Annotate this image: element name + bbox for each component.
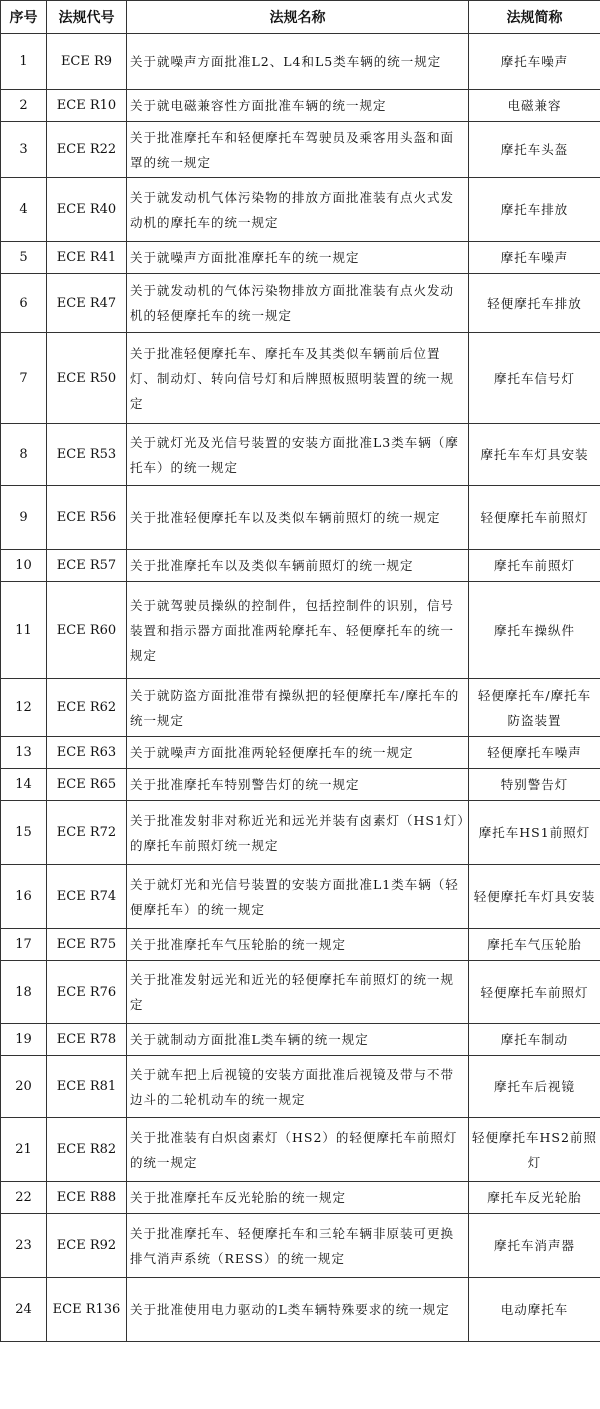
table-header [1,1,600,34]
table-row [1,90,600,122]
cell-abbr: 摩托车前照灯 [469,550,600,582]
cell-abbr: 轻便摩托车HS2前照灯 [469,1118,600,1182]
cell-name: 关于就驾驶员操纵的控制件，包括控制件的识别，信号装置和指示器方面批准两轮摩托车、轻便摩托车的统一规定 [127,582,469,679]
cell-name: 关于批准摩托车以及类似车辆前照灯的统一规定 [127,550,469,582]
cell-code: ECE R56 [47,486,127,550]
cell-abbr: 轻便摩托车排放 [469,274,600,333]
cell-number: 20 [1,1056,47,1118]
cell-name: 关于批准摩托车和轻便摩托车驾驶员及乘客用头盔和面罩的统一规定 [127,122,469,178]
table-row [1,274,600,333]
cell-number: 9 [1,486,47,550]
cell-code: ECE R76 [47,961,127,1024]
cell-abbr: 摩托车制动 [469,1024,600,1056]
table-row [1,1182,600,1214]
cell-name: 关于批准摩托车、轻便摩托车和三轮车辆非原装可更换排气消声系统（RESS）的统一规定 [127,1214,469,1278]
cell-abbr: 轻便摩托车前照灯 [469,961,600,1024]
cell-abbr: 摩托车排放 [469,178,600,242]
cell-abbr: 摩托车信号灯 [469,333,600,424]
table-row [1,582,600,679]
cell-code: ECE R22 [47,122,127,178]
cell-number: 8 [1,424,47,486]
cell-name: 关于批准摩托车特别警告灯的统一规定 [127,769,469,801]
cell-name: 关于就制动方面批准L类车辆的统一规定 [127,1024,469,1056]
cell-number: 16 [1,865,47,929]
cell-name: 关于就防盗方面批准带有操纵把的轻便摩托车/摩托车的统一规定 [127,679,469,737]
cell-number: 10 [1,550,47,582]
cell-number: 7 [1,333,47,424]
cell-name: 关于批准轻便摩托车以及类似车辆前照灯的统一规定 [127,486,469,550]
cell-code: ECE R63 [47,737,127,769]
table-row [1,178,600,242]
table-row [1,929,600,961]
cell-name: 关于批准摩托车气压轮胎的统一规定 [127,929,469,961]
cell-code: ECE R57 [47,550,127,582]
cell-name: 关于批准使用电力驱动的L类车辆特殊要求的统一规定 [127,1278,469,1342]
cell-name: 关于就电磁兼容性方面批准车辆的统一规定 [127,90,469,122]
table-row [1,801,600,865]
cell-name: 关于就噪声方面批准L2、L4和L5类车辆的统一规定 [127,34,469,90]
table-body [1,34,600,1342]
cell-abbr: 摩托车反光轮胎 [469,1182,600,1214]
cell-name: 关于就噪声方面批准摩托车的统一规定 [127,242,469,274]
header-number: 序号 [1,1,47,34]
cell-abbr: 摩托车车灯具安装 [469,424,600,486]
cell-name: 关于批准发射非对称近光和远光并装有卤素灯（HS1灯）的摩托车前照灯统一规定 [127,801,469,865]
cell-name: 关于批准轻便摩托车、摩托车及其类似车辆前后位置灯、制动灯、转向信号灯和后牌照板照明装置的统一规定 [127,333,469,424]
cell-number: 15 [1,801,47,865]
cell-code: ECE R60 [47,582,127,679]
table-row [1,679,600,737]
table-row [1,961,600,1024]
cell-abbr: 摩托车噪声 [469,34,600,90]
cell-number: 13 [1,737,47,769]
cell-code: ECE R65 [47,769,127,801]
cell-number: 18 [1,961,47,1024]
cell-number: 24 [1,1278,47,1342]
cell-code: ECE R10 [47,90,127,122]
cell-abbr: 摩托车后视镜 [469,1056,600,1118]
cell-number: 4 [1,178,47,242]
cell-number: 14 [1,769,47,801]
cell-code: ECE R53 [47,424,127,486]
cell-code: ECE R9 [47,34,127,90]
cell-abbr: 轻便摩托车/摩托车防盗装置 [469,679,600,737]
cell-code: ECE R78 [47,1024,127,1056]
cell-code: ECE R88 [47,1182,127,1214]
table-row [1,486,600,550]
header-name: 法规名称 [127,1,469,34]
table-row [1,865,600,929]
cell-abbr: 摩托车HS1前照灯 [469,801,600,865]
cell-number: 12 [1,679,47,737]
table-row [1,424,600,486]
table-row [1,34,600,90]
cell-number: 21 [1,1118,47,1182]
cell-code: ECE R72 [47,801,127,865]
cell-abbr: 特别警告灯 [469,769,600,801]
cell-number: 5 [1,242,47,274]
cell-number: 17 [1,929,47,961]
cell-code: ECE R75 [47,929,127,961]
cell-name: 关于就灯光和光信号装置的安装方面批准L1类车辆（轻便摩托车）的统一规定 [127,865,469,929]
cell-number: 22 [1,1182,47,1214]
table-row [1,737,600,769]
cell-name: 关于就发动机的气体污染物排放方面批准装有点火发动机的轻便摩托车的统一规定 [127,274,469,333]
table-row [1,1024,600,1056]
header-row [1,1,600,34]
cell-abbr: 电磁兼容 [469,90,600,122]
table-row [1,333,600,424]
header-code: 法规代号 [47,1,127,34]
cell-name: 关于就噪声方面批准两轮轻便摩托车的统一规定 [127,737,469,769]
cell-number: 11 [1,582,47,679]
cell-code: ECE R74 [47,865,127,929]
table-row [1,1278,600,1342]
cell-abbr: 摩托车操纵件 [469,582,600,679]
cell-abbr: 轻便摩托车噪声 [469,737,600,769]
cell-code: ECE R82 [47,1118,127,1182]
cell-abbr: 电动摩托车 [469,1278,600,1342]
cell-name: 关于批准装有白炽卤素灯（HS2）的轻便摩托车前照灯的统一规定 [127,1118,469,1182]
table-row [1,1118,600,1182]
cell-code: ECE R136 [47,1278,127,1342]
cell-abbr: 摩托车气压轮胎 [469,929,600,961]
cell-number: 23 [1,1214,47,1278]
cell-code: ECE R47 [47,274,127,333]
cell-number: 2 [1,90,47,122]
cell-code: ECE R40 [47,178,127,242]
header-abbr: 法规简称 [469,1,600,34]
cell-code: ECE R62 [47,679,127,737]
cell-number: 6 [1,274,47,333]
cell-abbr: 轻便摩托车灯具安装 [469,865,600,929]
cell-name: 关于批准摩托车反光轮胎的统一规定 [127,1182,469,1214]
cell-code: ECE R92 [47,1214,127,1278]
cell-number: 19 [1,1024,47,1056]
cell-name: 关于就灯光及光信号装置的安装方面批准L3类车辆（摩托车）的统一规定 [127,424,469,486]
table-row [1,769,600,801]
cell-code: ECE R50 [47,333,127,424]
cell-code: ECE R81 [47,1056,127,1118]
cell-abbr: 摩托车头盔 [469,122,600,178]
table-row [1,122,600,178]
table-row [1,550,600,582]
cell-number: 3 [1,122,47,178]
cell-name: 关于就车把上后视镜的安装方面批准后视镜及带与不带边斗的二轮机动车的统一规定 [127,1056,469,1118]
cell-code: ECE R41 [47,242,127,274]
table-row [1,1056,600,1118]
table-row [1,1214,600,1278]
table-row [1,242,600,274]
cell-number: 1 [1,34,47,90]
cell-abbr: 摩托车噪声 [469,242,600,274]
cell-name: 关于就发动机气体污染物的排放方面批准装有点火式发动机的摩托车的统一规定 [127,178,469,242]
cell-abbr: 摩托车消声器 [469,1214,600,1278]
cell-name: 关于批准发射远光和近光的轻便摩托车前照灯的统一规定 [127,961,469,1024]
cell-abbr: 轻便摩托车前照灯 [469,486,600,550]
